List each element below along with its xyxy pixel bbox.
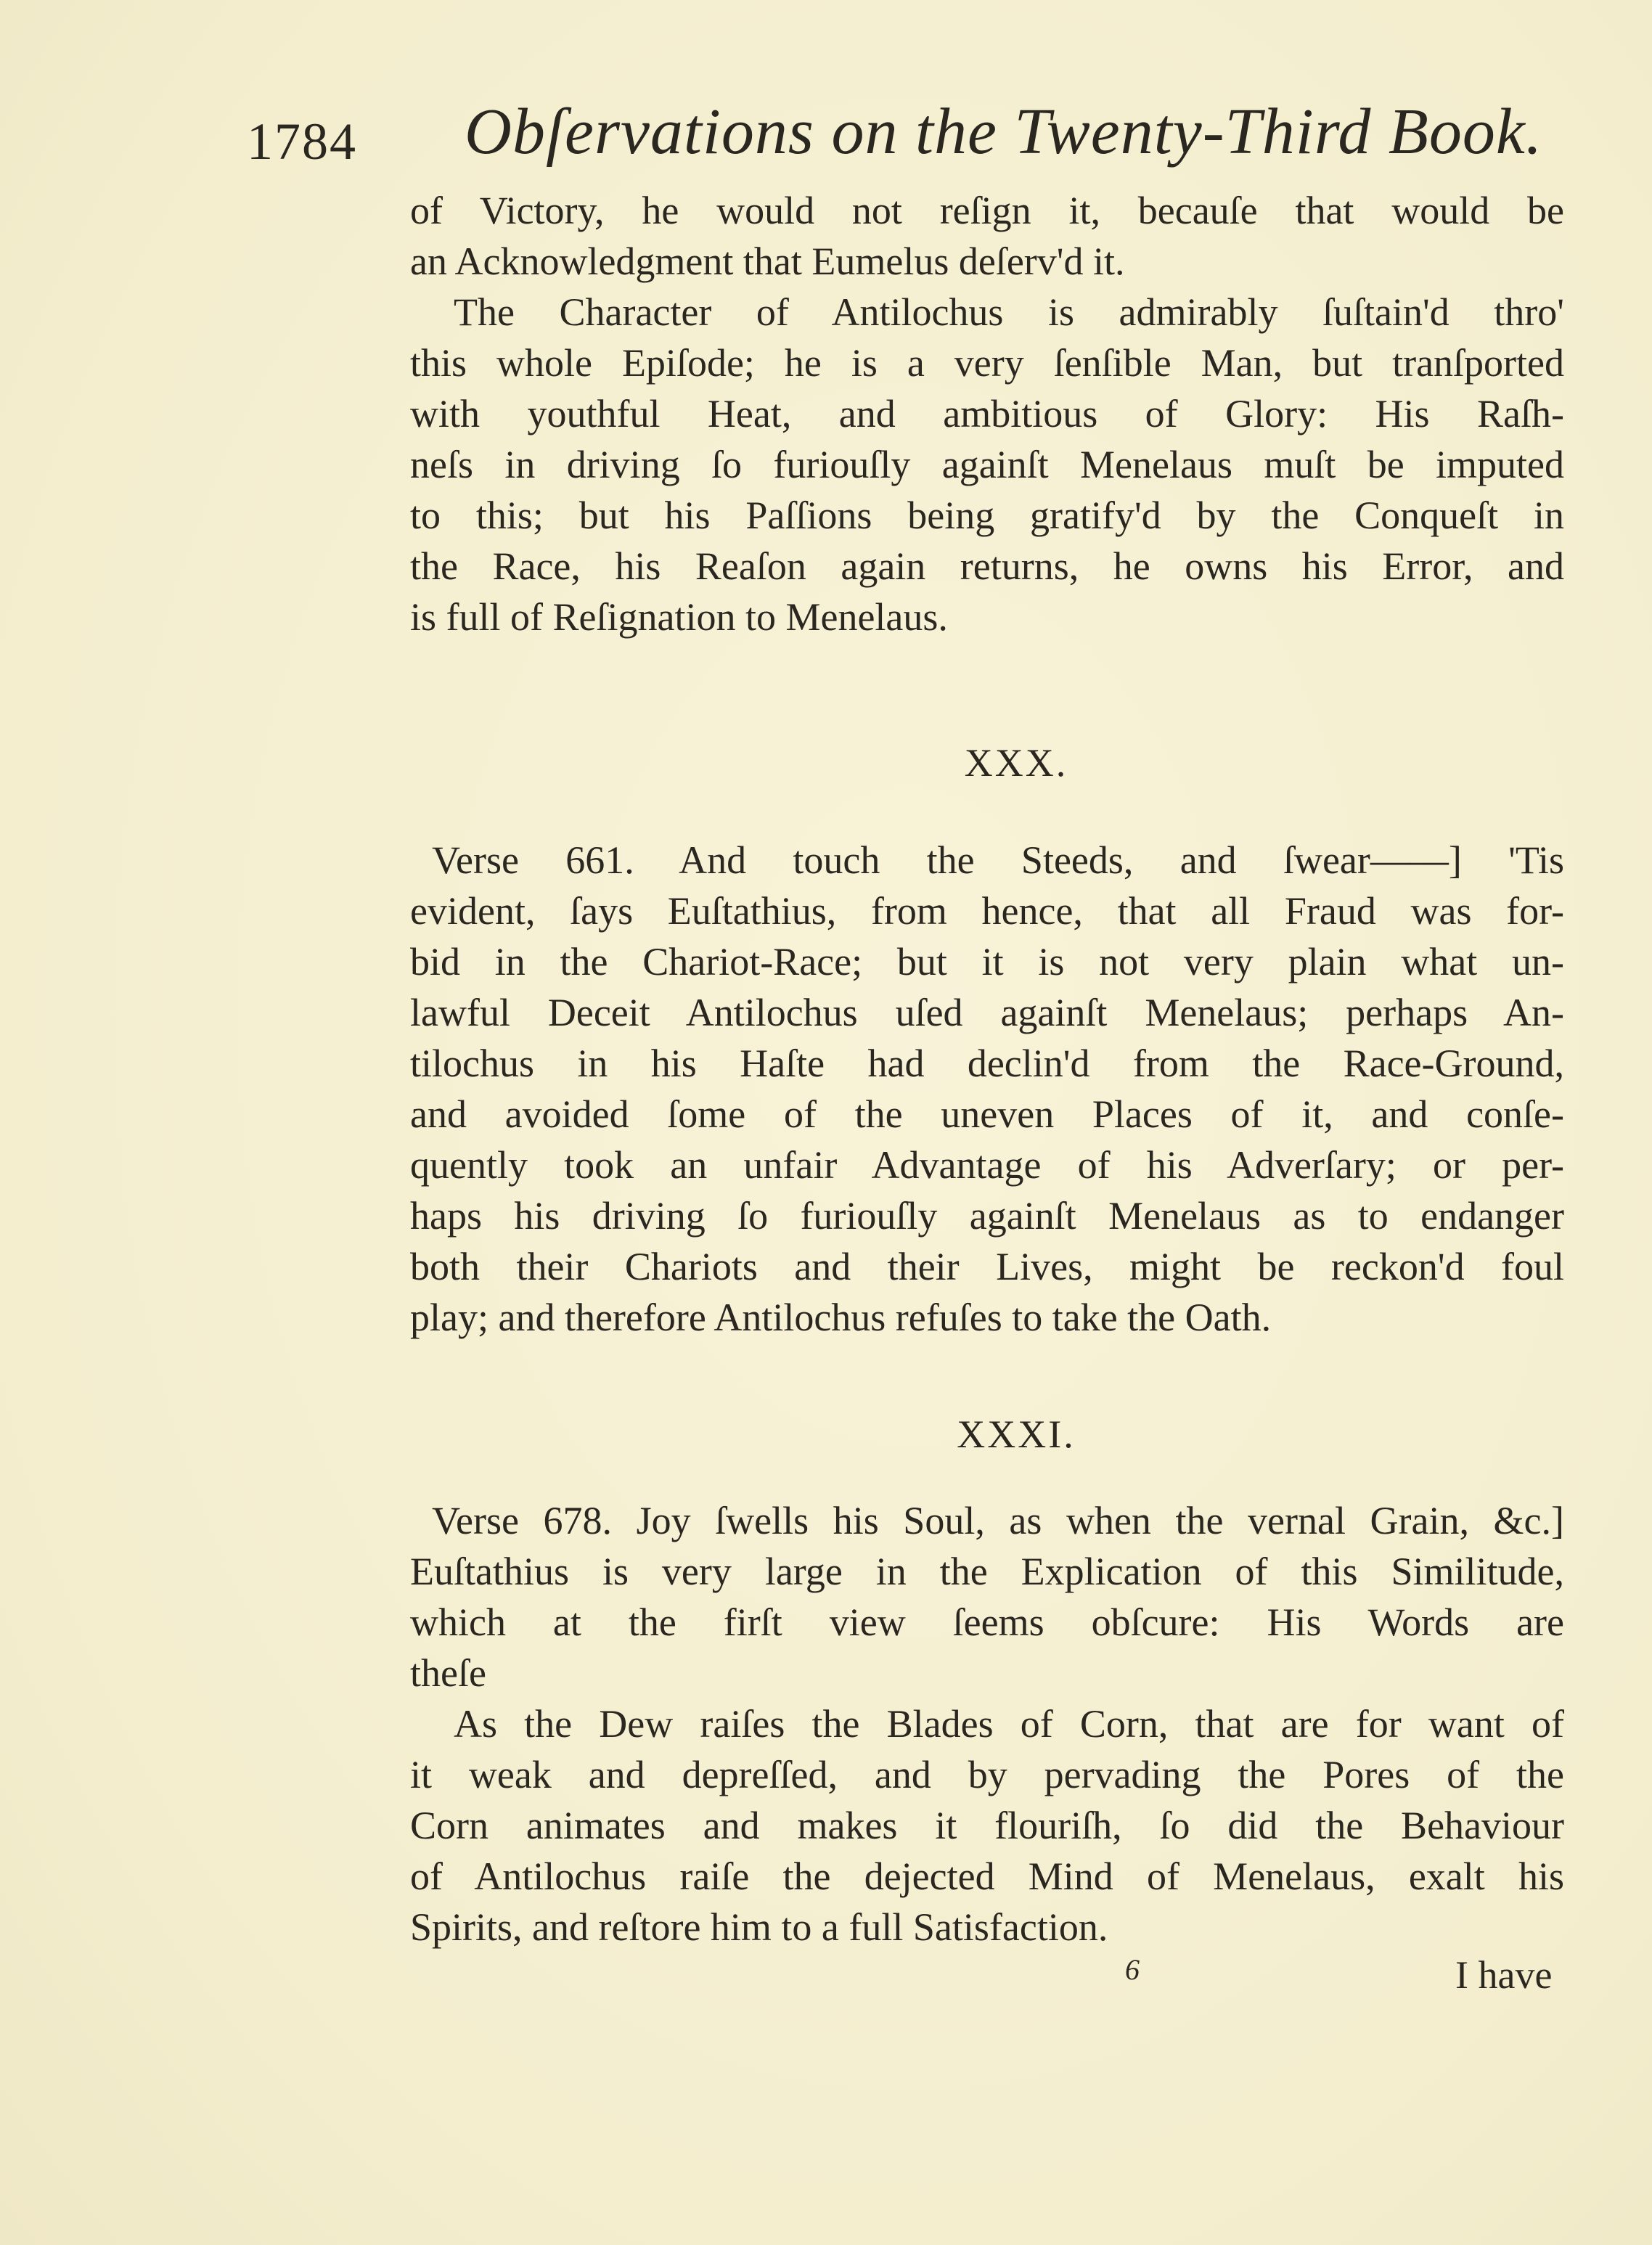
section-heading-xxx: XXX. [964, 741, 1068, 785]
text-line: the Race, his Reaſon again returns, he owns his Error, and [410, 544, 1564, 588]
text-line: quently took an unfair Advantage of his Adverſary; or per- [410, 1143, 1564, 1187]
text-line: play; and therefore Antilochus refuſes to take the Oath. [410, 1296, 1272, 1339]
text-line: Spirits, and reſtore him to a full Satisfaction. [410, 1905, 1108, 1949]
text-line: The Character of Antilochus is admirably ſuſtain'd thro' [454, 290, 1564, 334]
running-title: Obſervations on the Twenty-Third Book. [465, 96, 1543, 168]
text-line: tilochus in his Haſte had declin'd from the Race-Ground, [410, 1042, 1564, 1085]
text-line: with youthful Heat, and ambitious of Glory: His Raſh- [410, 392, 1564, 435]
text-line: Euſtathius is very large in the Explication of this Similitude, [410, 1550, 1564, 1593]
text-line: theſe [410, 1651, 486, 1695]
text-line: it weak and depreſſed, and by pervading the Pores of the [410, 1753, 1564, 1796]
text-line: of Victory, he would not reſign it, becauſe that would be [410, 189, 1564, 232]
text-line: which at the firſt view ſeems obſcure: His Words are [410, 1600, 1564, 1644]
text-line: is full of Reſignation to Menelaus. [410, 595, 948, 639]
text-line: haps his driving ſo furiouſly againſt Menelaus as to endanger [410, 1194, 1564, 1238]
text-line: to this; but his Paſſions being gratify'd by the Conqueſt in [410, 494, 1564, 537]
text-line: an Acknowledgment that Eumelus deſerv'd it. [410, 240, 1125, 283]
text-line: As the Dew raiſes the Blades of Corn, that are for want of [454, 1702, 1564, 1746]
text-line: bid in the Chariot-Race; but it is not very plain what un- [410, 940, 1564, 984]
text-line: Verse 678. Joy ſwells his Soul, as when the vernal Grain, &c.] [432, 1499, 1564, 1542]
text-line: of Antilochus raiſe the dejected Mind of Menelaus, exalt his [410, 1855, 1564, 1898]
page-number: 1784 [247, 113, 357, 171]
text-line: evident, ſays Euſtathius, from hence, that all Fraud was for- [410, 889, 1564, 933]
page-header [247, 87, 1543, 171]
text-line: neſs in driving ſo furiouſly againſt Menelaus muſt be imputed [410, 443, 1564, 486]
text-line: this whole Epiſode; he is a very ſenſible Man, but tranſported [410, 341, 1564, 385]
text-line: Corn animates and makes it flouriſh, ſo did the Behaviour [410, 1804, 1564, 1847]
text-line: Verse 661. And touch the Steeds, and ſwear——] 'Tis [432, 838, 1564, 882]
text-line: both their Chariots and their Lives, might be reckon'd foul [410, 1245, 1564, 1288]
signature-mark: 6 [1125, 1953, 1140, 1986]
section-heading-xxxi: XXXI. [957, 1412, 1076, 1456]
catchword: I have [1455, 1953, 1553, 1997]
text-line: and avoided ſome of the uneven Places of it, and conſe- [410, 1092, 1564, 1136]
text-line: lawful Deceit Antilochus uſed againſt Menelaus; perhaps An- [410, 991, 1564, 1034]
